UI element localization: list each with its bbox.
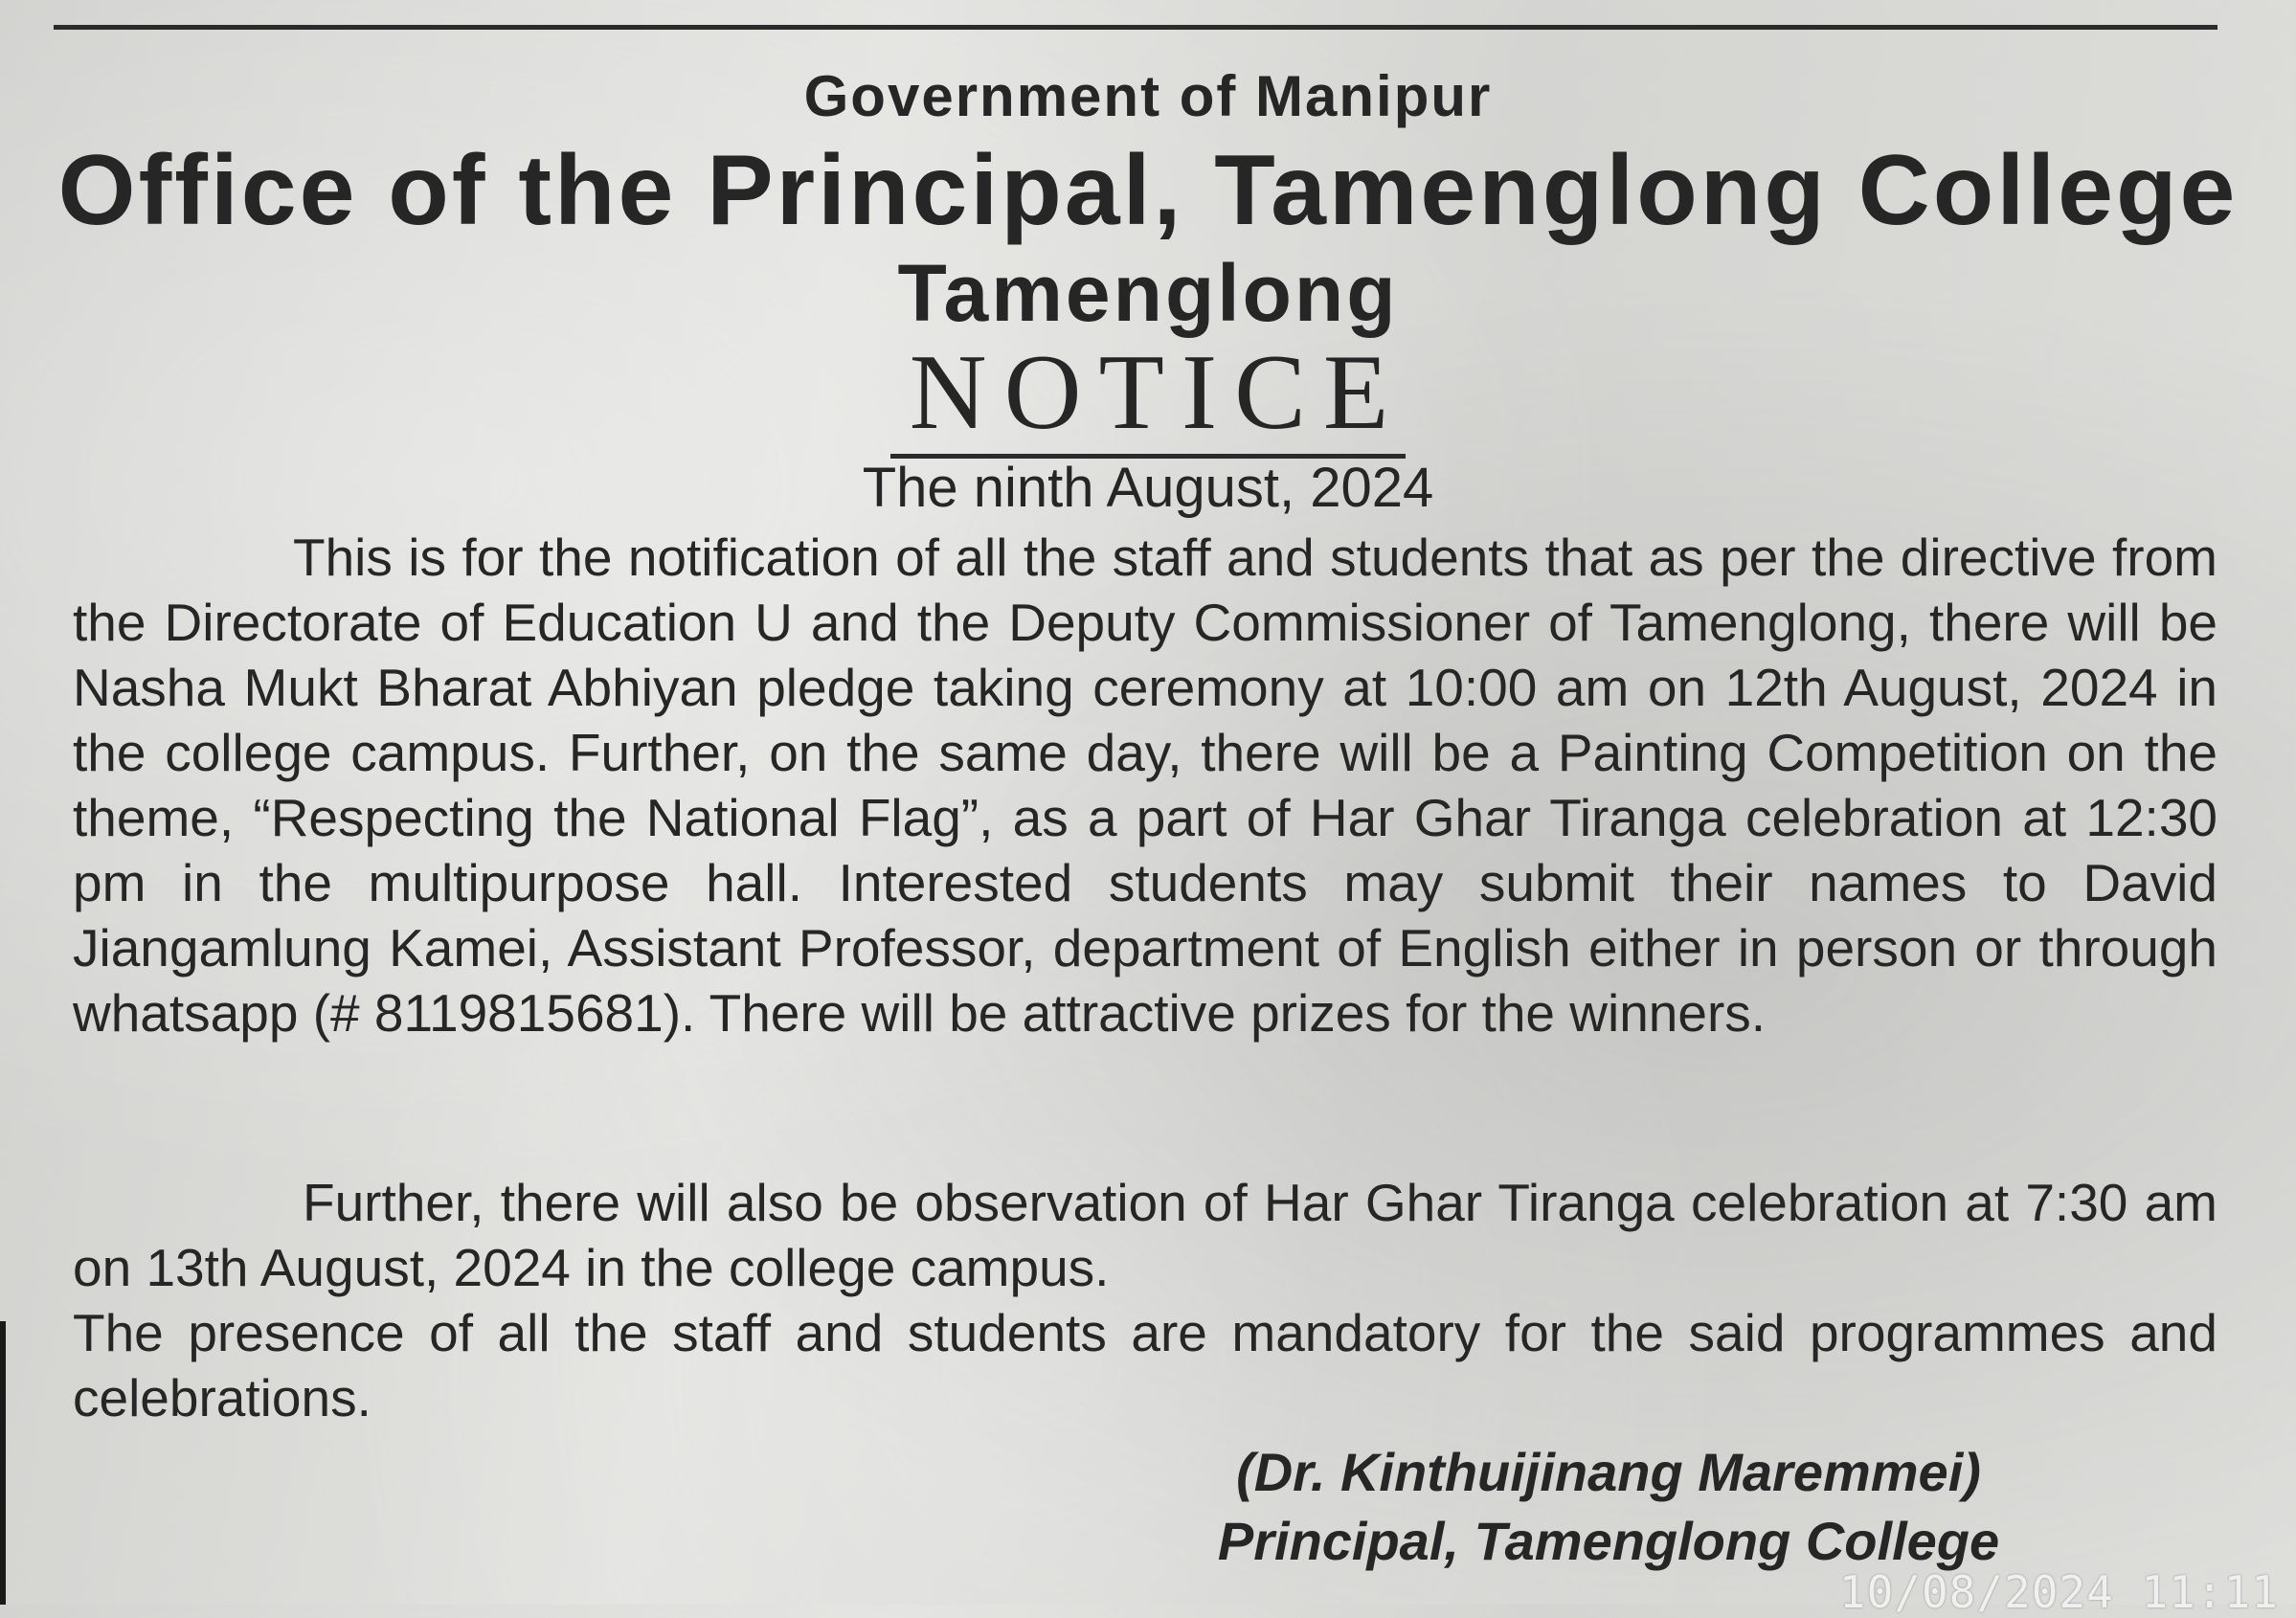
notice-paragraph-2: Further, there will also be observation of Har Ghar Tiranga celebration at 7:30 am on 13th August, 2024 in the college campus. <box>73 1173 2217 1297</box>
notice-title-text: NOTICE <box>890 337 1407 459</box>
left-edge-shadow <box>0 1321 6 1605</box>
top-rule <box>54 25 2217 30</box>
signatory-name: (Dr. Kinthuijinang Maremmei) <box>1236 1442 1981 1502</box>
notice-paragraph-1: This is for the notification of all the staff and students that as per the directive from the Directorate of Education U and the Deputy Commissioner of Tamenglong, there will be Nasha Mukt Bharat Abhiyan pledge taking ceremony at 10:00 am on 12th August, 2024 in the college campus. Further, on the same day, there will be a Painting Competition on the theme, “Respecting the National Flag”, as a part of Har Ghar Tiranga celebration at 12:30 pm in the multipurpose hall. Interested students may submit their names to David Jiangamlung Kamei, Assistant Professor, department of English either in person or through whatsapp (# 8119815681). There will be attractive prizes for the winners. <box>73 528 2217 1043</box>
government-heading: Government of Manipur <box>803 64 1493 128</box>
town-heading: Tamenglong <box>897 248 1399 338</box>
office-heading: Office of the Principal, Tamenglong College <box>57 135 2239 246</box>
notice-date: The ninth August, 2024 <box>862 457 1434 519</box>
notice-title <box>0 331 2296 459</box>
notice-paragraph-3: The presence of all the staff and students are mandatory for the said programmes and celebrations. <box>73 1303 2217 1427</box>
photo-timestamp: 10/08/2024 11:11 <box>1838 1566 2279 1618</box>
signatory-title: Principal, Tamenglong College <box>1217 1511 2000 1571</box>
